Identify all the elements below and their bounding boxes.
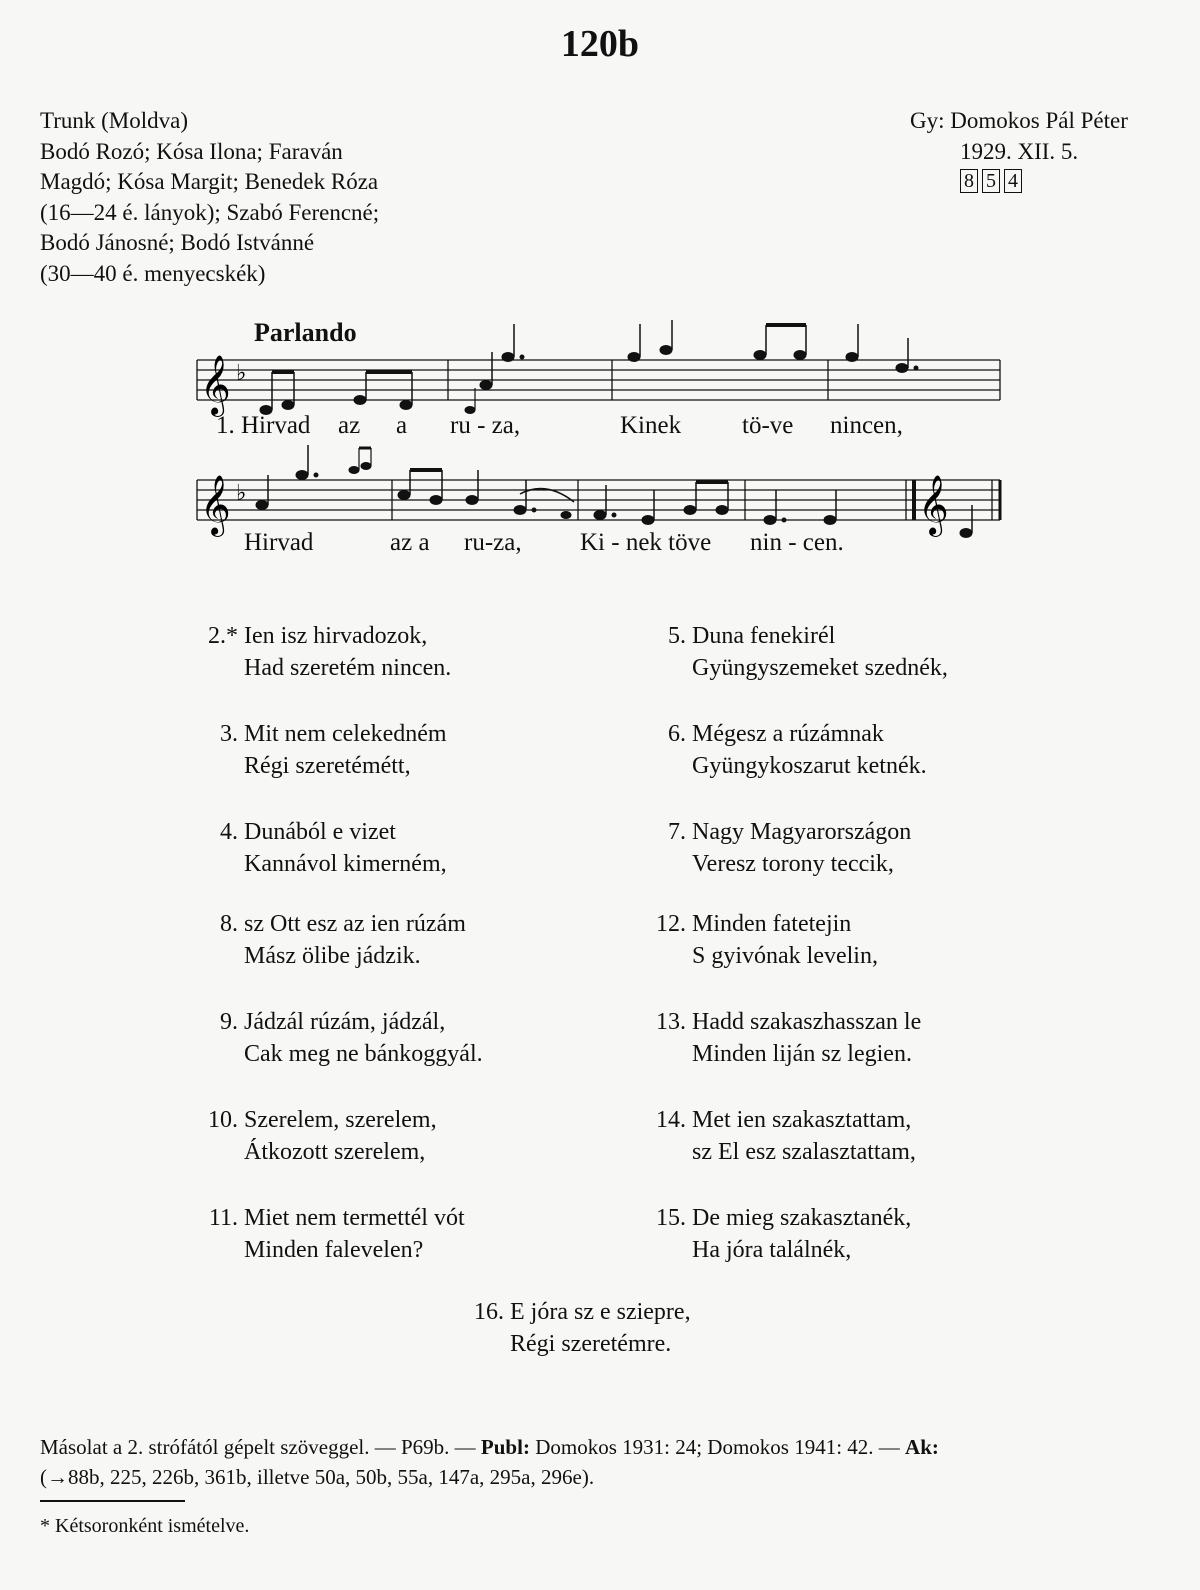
flat-icon: ♭: [236, 481, 247, 506]
stanza-number: 7.: [668, 819, 686, 845]
stanza-line: Régi szeretémétt,: [244, 753, 411, 779]
stanza: [644, 908, 878, 972]
stanza-line: Kannávol kimerném,: [244, 851, 447, 877]
stanza: [462, 1296, 691, 1360]
footnote-divider: [40, 1500, 185, 1502]
stanza: [644, 1202, 911, 1266]
stanza: [644, 1006, 921, 1070]
footer-text: Domokos 1931: 24; Domokos 1941: 42. —: [535, 1435, 900, 1459]
stanza-line: Hadd szakaszhasszan le: [692, 1009, 922, 1035]
lyric: az a: [390, 529, 430, 556]
stanza-line: Szerelem, szerelem,: [244, 1107, 437, 1133]
footnote: * Kétsoronként ismételve.: [40, 1515, 250, 1537]
lyric: a: [396, 412, 408, 439]
header-line: Bodó Rozó; Kósa Ilona; Faraván: [40, 138, 343, 164]
stanza-line: Minden falevelen?: [244, 1237, 424, 1263]
stanza-line: Miet nem termettél vót: [244, 1205, 465, 1231]
stanza-line: sz Ott esz az ien rúzám: [244, 911, 466, 937]
lyric: Kinek: [620, 412, 682, 439]
notes-2: [256, 445, 972, 538]
treble-clef-icon: 𝄞: [918, 475, 949, 535]
header-line: Trunk (Moldva): [40, 108, 189, 133]
lyric: ru-za,: [464, 529, 522, 556]
stanza: [196, 908, 466, 972]
stanza: [196, 1104, 437, 1168]
header-line: Magdó; Kósa Margit; Benedek Róza: [40, 169, 379, 194]
stanza-line: Had szeretém nincen.: [244, 655, 452, 681]
ak-label: Ak:: [905, 1435, 939, 1459]
stanza-line: De mieg szakasztanék,: [692, 1205, 912, 1231]
tempo-marking: Parlando: [254, 318, 357, 347]
stanza: [196, 620, 451, 684]
header-line: Bodó Jánosné; Bodó Istvánné: [40, 230, 315, 255]
stanza-number: 16.: [474, 1299, 504, 1325]
stanza-line: Mit nem celekedném: [244, 721, 447, 747]
treble-clef-icon: 𝄞: [200, 355, 231, 415]
stanza-line: Ha jóra találnék,: [692, 1237, 852, 1263]
stanza-number: 13.: [656, 1009, 686, 1035]
stanza-number: 6.: [668, 721, 686, 747]
collector: Gy: Domokos Pál Péter: [910, 108, 1128, 133]
stanza: [196, 1006, 483, 1070]
stanza-number: 9.: [220, 1009, 238, 1035]
box-number: 8: [960, 169, 978, 193]
stanza-number: 5.: [668, 623, 686, 649]
stanza-line: sz El esz szalasztattam,: [692, 1139, 916, 1165]
page-title: 120b: [560, 23, 640, 65]
footer-text: Másolat a 2. strófától gépelt szöveggel. — P69b. —: [40, 1435, 476, 1459]
stanza-line: S gyivónak levelin,: [692, 943, 878, 969]
lyric: nincen,: [830, 412, 903, 439]
stanza-line: E jóra sz e sziepre,: [510, 1299, 691, 1325]
stanza-line: Mász ölibe jádzik.: [244, 943, 421, 969]
treble-clef-icon: 𝄞: [200, 475, 231, 535]
stanza-number: 12.: [656, 911, 686, 937]
stanza-number: 11.: [208, 1205, 238, 1231]
stanza-number: 2.*: [208, 623, 238, 649]
music-notation: [0, 0, 1200, 600]
stanza-line: Jádzál rúzám, jádzál,: [244, 1009, 446, 1035]
header-line: (30—40 é. menyecskék): [40, 260, 266, 286]
stanza-line: Ien isz hirvadozok,: [244, 623, 428, 649]
stanza: [644, 1104, 916, 1168]
stanza: [196, 718, 447, 782]
staff-1: [197, 360, 1000, 400]
stanza-number: 4.: [220, 819, 238, 845]
lyric: 1. Hirvad: [216, 412, 311, 439]
publ-label: Publ:: [480, 1435, 530, 1459]
collection-date: 1929. XII. 5.: [960, 138, 1079, 164]
stanza: [196, 816, 447, 880]
stanza-line: Cak meg ne bánkoggyál.: [244, 1041, 483, 1067]
source-notes: [40, 1432, 1160, 1492]
header-line: (16—24 é. lányok); Szabó Ferencné;: [40, 199, 380, 225]
stanza: [644, 620, 948, 684]
stanza-number: 3.: [220, 721, 238, 747]
stanza-number: 8.: [220, 911, 238, 937]
stanza-line: Nagy Magyarországon: [692, 819, 912, 845]
flat-icon: ♭: [236, 361, 247, 386]
stanza-line: Gyüngykoszarut ketnék.: [692, 753, 927, 779]
stanza-number: 14.: [656, 1107, 686, 1133]
stanza-line: Gyüngyszemeket szednék,: [692, 655, 948, 681]
lyric: nin - cen.: [750, 529, 844, 556]
stanza-line: Mégesz a rúzámnak: [692, 721, 884, 747]
stanza-line: Régi szeretémre.: [510, 1331, 672, 1357]
lyric: Ki - nek töve: [580, 529, 712, 556]
stanza-line: Dunából e vizet: [244, 819, 396, 845]
stanza-line: Veresz torony teccik,: [692, 851, 894, 877]
lyric: ru - za,: [450, 412, 521, 439]
stanza-line: Átkozott szerelem,: [244, 1139, 426, 1165]
stanza: [644, 816, 911, 880]
lyric: Hirvad: [244, 529, 314, 556]
box-number: 5: [982, 169, 1000, 193]
box-number: 4: [1004, 169, 1022, 193]
footer-text: (→88b, 225, 226b, 361b, illetve 50a, 50b, 55a, 147a, 295a, 296e).: [40, 1465, 595, 1489]
stanza-line: Minden liján sz legien.: [692, 1041, 912, 1067]
lyric: az: [338, 412, 361, 439]
stanza-number: 10.: [208, 1107, 238, 1133]
stanza: [196, 1202, 465, 1266]
stanza: [644, 718, 927, 782]
lyric: tö-ve: [742, 412, 794, 439]
stanza-line: Duna fenekirél: [692, 623, 836, 649]
stanza-number: 15.: [656, 1205, 686, 1231]
stanza-line: Met ien szakasztattam,: [692, 1107, 912, 1133]
stanza-line: Minden fatetejin: [692, 911, 852, 937]
